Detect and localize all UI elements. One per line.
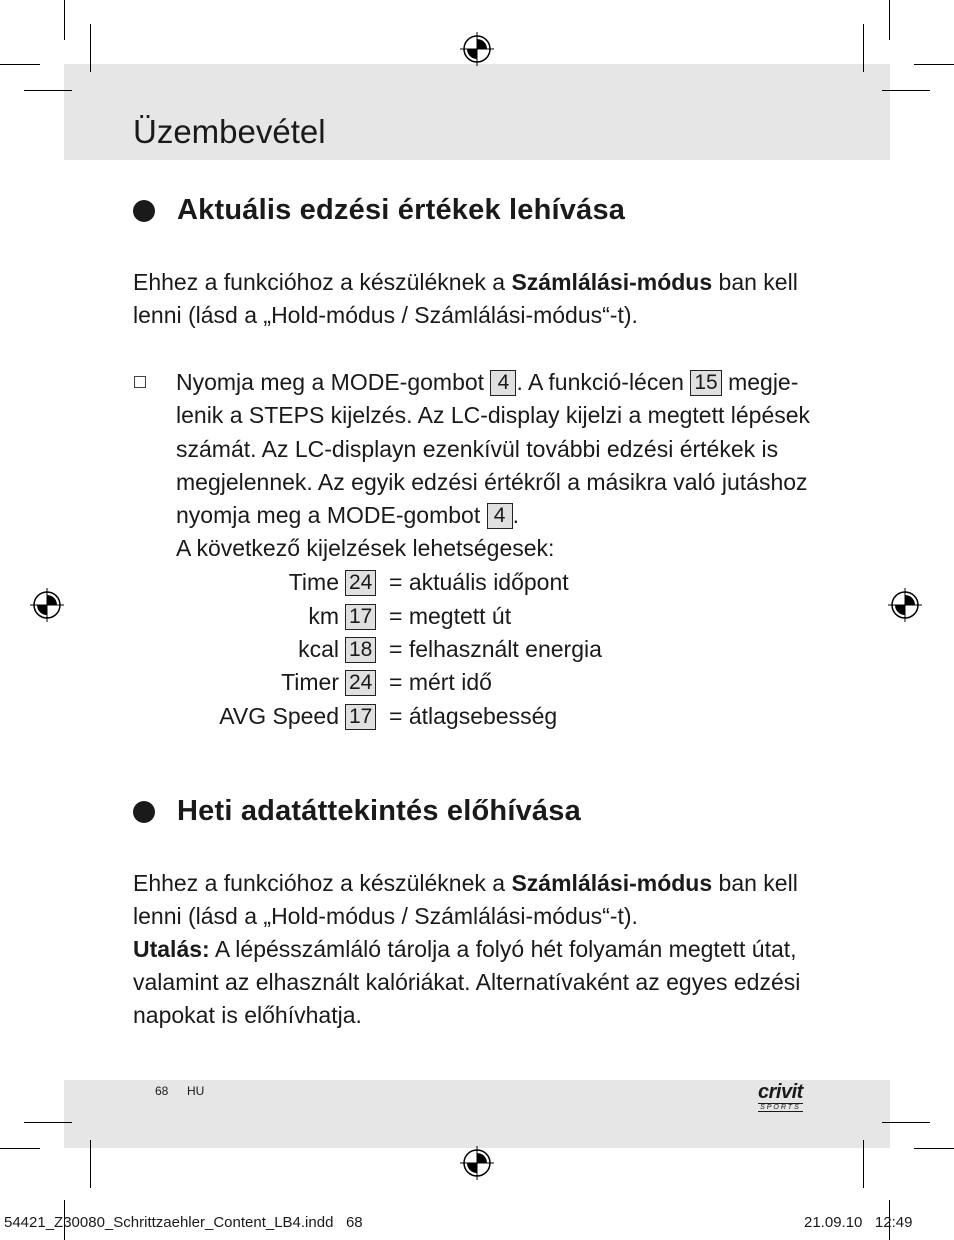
display-row: Timer 24 = mért idő	[281, 669, 492, 696]
note-text: A lépésszámláló tárolja a folyó hét folyamán megtett útat, valamint az elhasznált kalóriákat. Alternatívaként az egyes edzési napokat is előhívhatja.	[133, 936, 801, 1028]
ref-number-box: 15	[690, 370, 721, 396]
note-label: Utalás:	[133, 936, 210, 962]
ref-number-box: 4	[490, 370, 516, 396]
bullet-dot-icon	[133, 801, 155, 823]
bullet-dot-icon	[133, 200, 155, 222]
instruction-step: Nyomja meg a MODE-gombot 4 . A funkció-lécen 15 megje-lenik a STEPS kijelzés. Az LC-display kijelzi a megtett lépések számát. Az LC-displayn ezenkívül további edzési értékek is megjelennek. Az egyik edzési értékről a másikra való jutáshoz nyomja meg a MODE-gombot 4 . A következő kijelzések lehetségesek:	[176, 369, 811, 562]
display-row: km 17 = megtett út	[308, 602, 512, 629]
registration-mark-icon	[888, 588, 922, 622]
section-heading-text: Heti adatáttekintés előhívása	[177, 795, 581, 827]
page-title: Üzembevétel	[133, 113, 326, 150]
ref-number-box: 24	[345, 670, 376, 696]
section-heading-text: Aktuális edzési értékek lehívása	[177, 194, 626, 226]
ref-number-box: 24	[345, 570, 376, 596]
ref-number-box: 17	[345, 704, 376, 730]
registration-mark-icon	[460, 32, 494, 66]
registration-mark-icon	[30, 588, 64, 622]
ref-number-box: 18	[345, 637, 376, 663]
registration-mark-icon	[460, 1146, 494, 1180]
language-code: HU	[187, 1084, 205, 1098]
section2-intro: Ehhez a funkcióhoz a készüléknek a Számlálási-módus ban kell lenni (lásd a „Hold-módus / Számlálási-módus“-t). Utalás: A lépésszámláló tárolja a folyó hét folyamán megtett útat, valamint az elhasznált kalóriákat. Alternatívaként az egyes edzési napokat is előhívhatja.	[133, 870, 801, 1028]
display-row: kcal 18 = felhasznált energia	[298, 635, 602, 662]
section-heading-weekly-overview	[133, 795, 581, 828]
checkbox-bullet-icon	[134, 376, 146, 388]
page-number: 68	[155, 1084, 169, 1098]
ref-number-box: 4	[487, 503, 513, 529]
slug-filename: 54421_Z30080_Schrittzaehler_Content_LB4.indd 68	[4, 1214, 363, 1231]
slug-datetime: 21.09.10 12:49	[804, 1214, 913, 1231]
display-list	[176, 566, 602, 733]
ref-number-box: 17	[345, 604, 376, 630]
displays-intro: A következő kijelzések lehetségesek:	[176, 535, 555, 562]
mode-name-bold: Számlálási-módus	[511, 870, 713, 896]
display-row: Time 24 = aktuális időpont	[288, 569, 569, 596]
display-row: AVG Speed 17 = átlagsebesség	[219, 702, 558, 729]
mode-name-bold: Számlálási-módus	[511, 269, 713, 295]
section1-intro: Ehhez a funkcióhoz a készüléknek a Számlálási-módus ban kell lenni (lásd a „Hold-módus / Számlálási-módus“-t).	[133, 269, 798, 328]
brand-logo: crivit SPORTS	[758, 1081, 803, 1111]
section-heading-current-values	[133, 194, 625, 227]
